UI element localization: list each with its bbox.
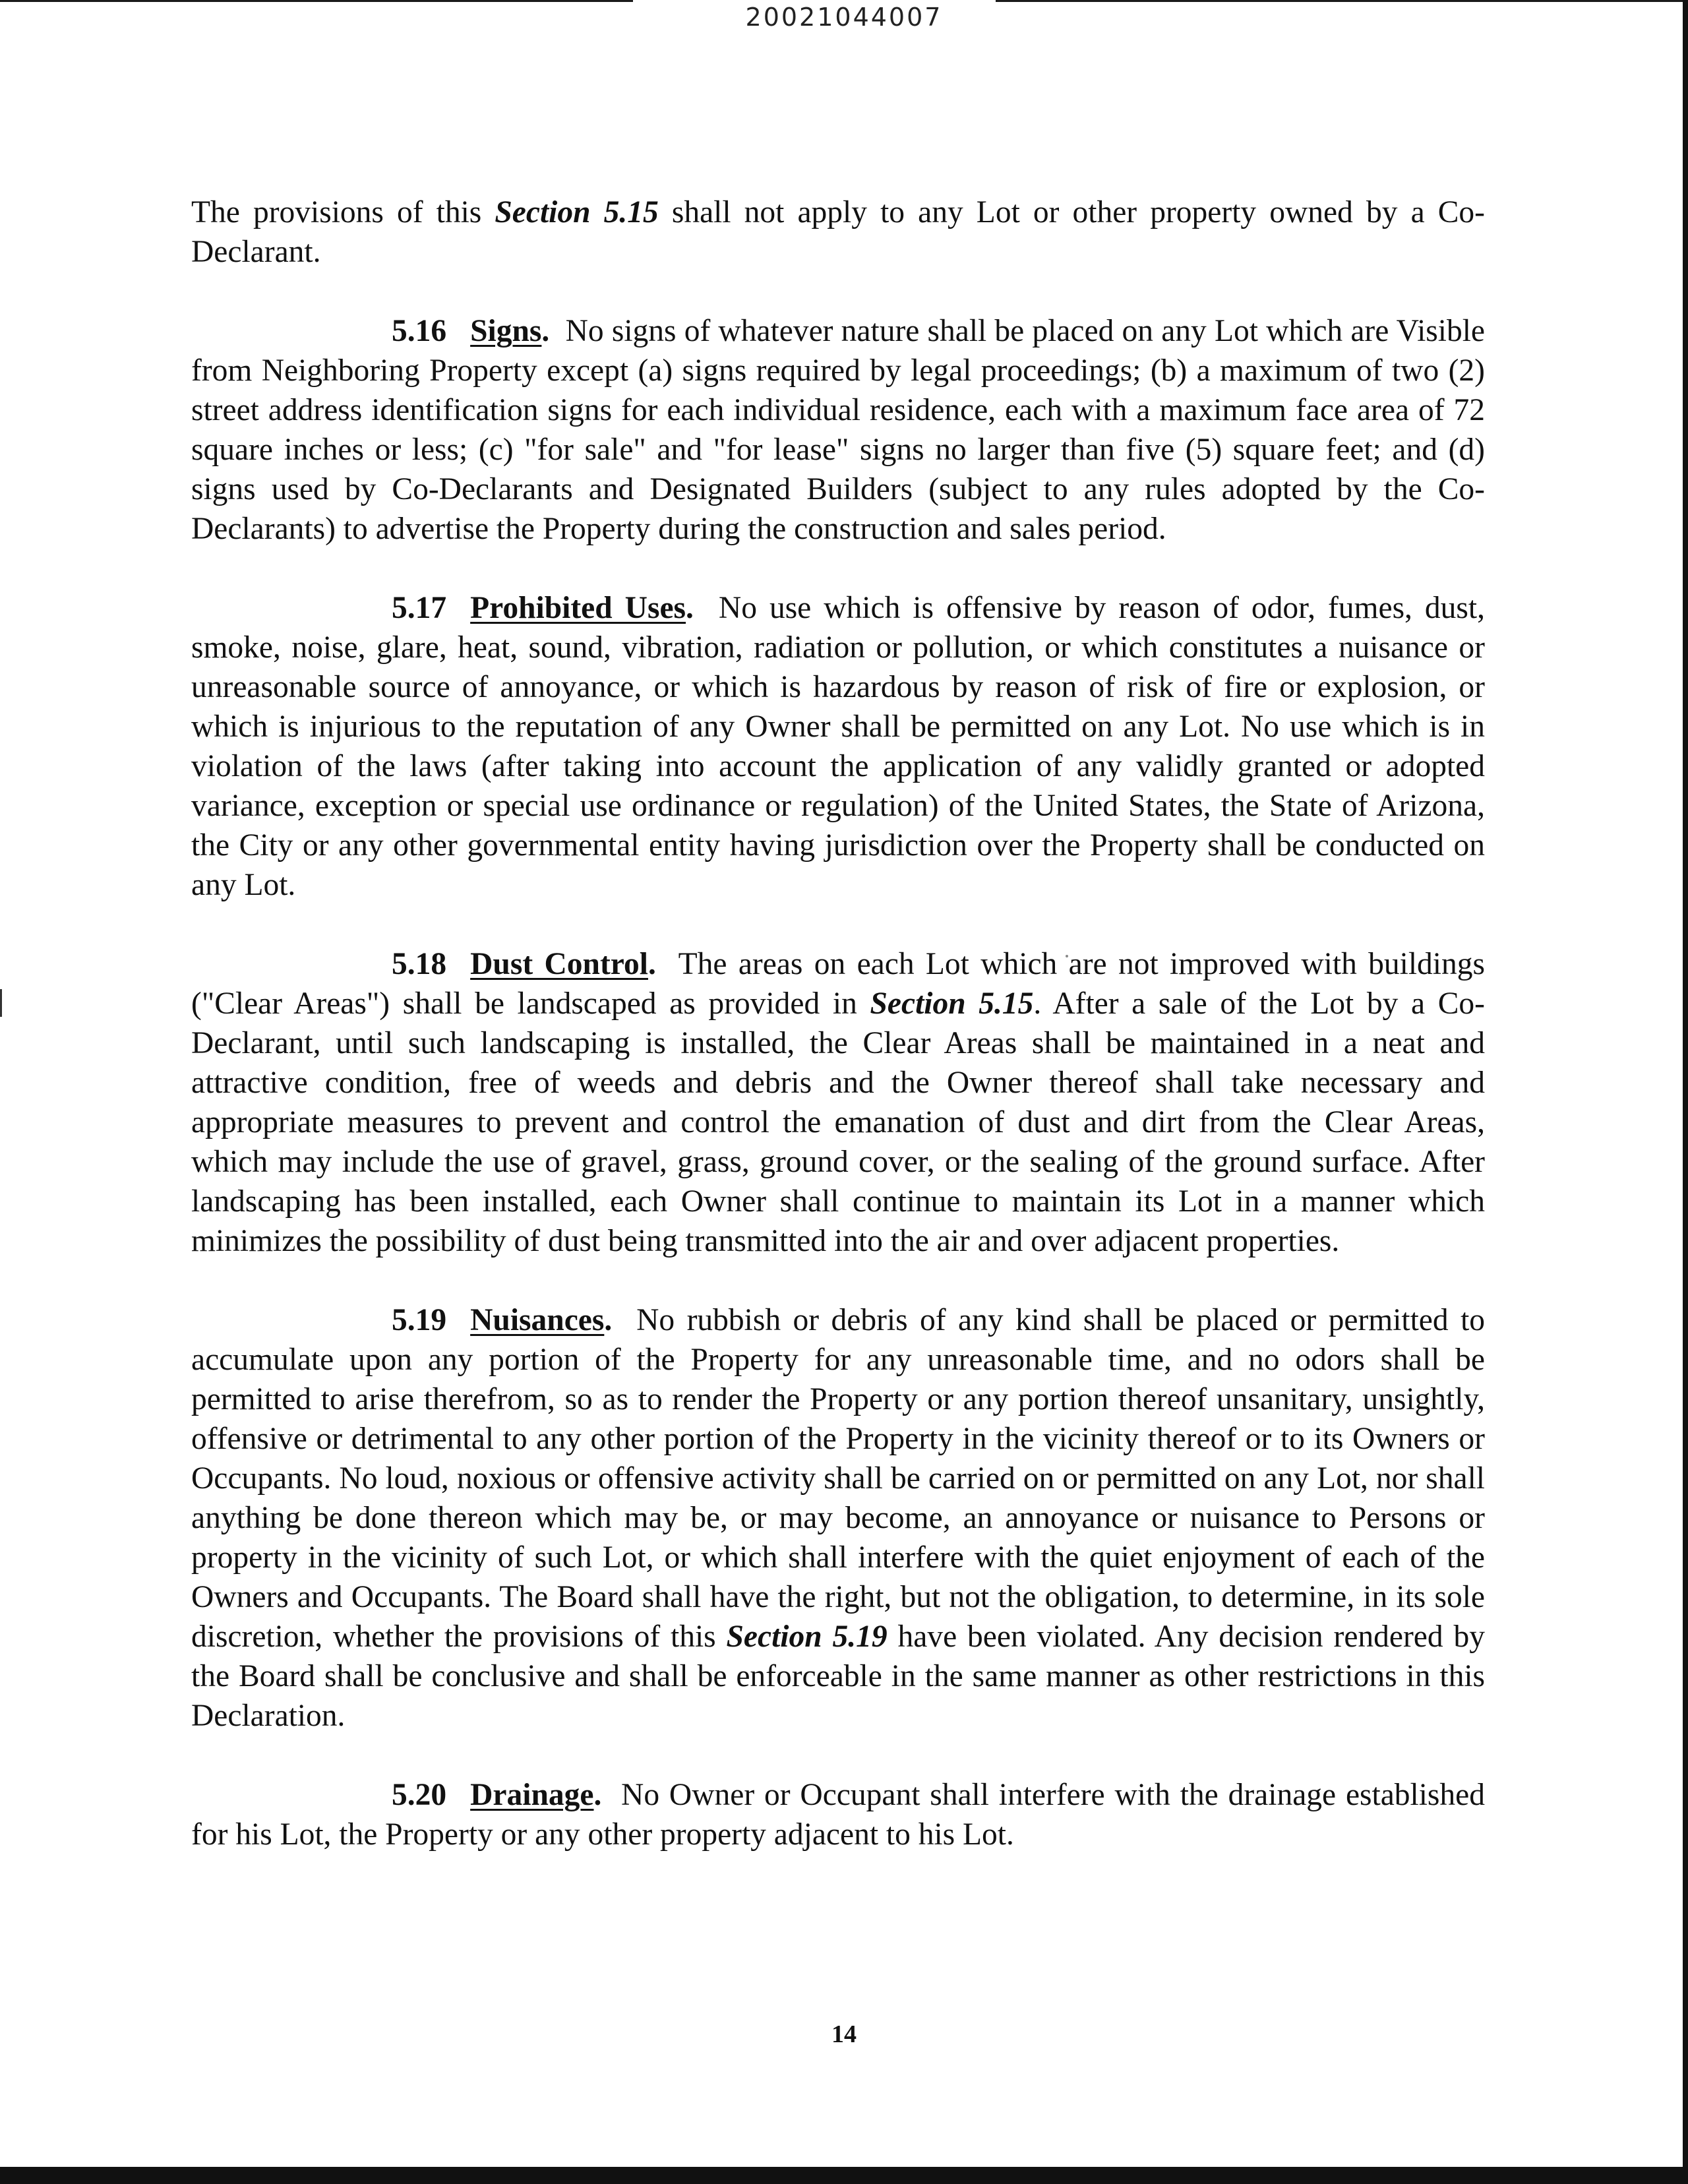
section-text: have been violated. Any decision rendered by the Board shall be conclusive and shall be enforceable in the same manner as other restrictions in this Declaration. (191, 1620, 1485, 1733)
section-text: No Owner or Occupant shall interfere with the drainage established for his Lot, the Property or any other property adjacent to his Lot. (191, 1778, 1486, 1852)
section-reference: Section 5.19 (726, 1620, 888, 1654)
section-title: Prohibited Uses (470, 591, 686, 625)
intro-text-after: shall not apply to any Lot or other property owned by a Co-Declarant. (191, 195, 1485, 269)
intro-text-before: The provisions of this (191, 195, 495, 229)
page-border-top-left (0, 0, 633, 2)
scan-edge-mark (0, 989, 2, 1017)
intro-paragraph (191, 193, 1485, 272)
section-title: Drainage (470, 1778, 594, 1812)
section-number: 5.20 (392, 1778, 447, 1812)
page-border-bottom (0, 2167, 1688, 2184)
section-number: 5.18 (392, 947, 447, 981)
section-title: Dust Control (470, 947, 648, 981)
document-body (191, 193, 1485, 1894)
section-5-20: 5.20 Drainage. No Owner or Occupant shall interfere with the drainage established for his Lot, the Property or any other property adjacent to his Lot. (191, 1778, 1486, 1852)
section-5-17: 5.17 Prohibited Uses. No use which is offensive by reason of odor, fumes, dust, smoke, noise, glare, heat, sound, vibration, radiation or pollution, or which constitutes a nuisance or unreasonable source of annoyance, or which is hazardous by reason of risk of fire or explosion, or which is injurious to the reputation of any Owner shall be permitted on any Lot. No use which is in violation of the laws (after taking into account the application of any validly granted or adopted variance, exception or special use ordinance or regulation) of the United States, the State of Arizona, the City or any other governmental entity having jurisdiction over the Property shall be conducted on any Lot. (191, 591, 1485, 902)
section-5-19: 5.19 Nuisances. No rubbish or debris of any kind shall be placed or permitted to accumulate upon any portion of the Property for any unreasonable time, and no odors shall be permitted to arise therefrom, so as to render the Property or any portion thereof unsanitary, unsightly, offensive or detrimental to any other portion of the Property in the vicinity thereof or to its Owners or Occupants. No loud, noxious or offensive activity shall be carried on or permitted on any Lot, nor shall anything be done thereon which may be, or may become, an annoyance or nuisance to Persons or property in the vicinity of such Lot, or which shall interfere with the quiet enjoyment of each of the Owners and Occupants. The Board shall have the right, but not the obligation, to determine, in its sole discretion, whether the provisions of this Section 5.19 have been violated. Any decision rendered by the Board shall be conclusive and shall be enforceable in the same manner as other restrictions in this Declaration. (191, 1303, 1486, 1733)
section-5-18: 5.18 Dust Control. The areas on each Lot which are not improved with buildings ("Clear Areas") shall be landscaped as provided in Section 5.15. After a sale of the Lot by a Co-Declarant, until such landscaping is installed, the Clear Areas shall be maintained in a neat and attractive condition, free of weeds and debris and the Owner thereof shall take necessary and appropriate measures to prevent and control the emanation of dust and dirt from the Clear Areas, which may include the use of gravel, grass, ground cover, or the sealing of the ground surface. After landscaping has been installed, each Owner shall continue to maintain its Lot in a manner which minimizes the possibility of dust being transmitted into the air and over adjacent properties. (191, 947, 1485, 1258)
section-number: 5.19 (392, 1303, 447, 1337)
section-text: No use which is offensive by reason of odor, fumes, dust, smoke, noise, glare, heat, sound, vibration, radiation or pollution, or which constitutes a nuisance or unreasonable source of annoyance, or which is hazardous by reason of risk of fire or explosion, or which is injurious to the reputation of any Owner shall be permitted on any Lot. No use which is in violation of the laws (after taking into account the application of any validly granted or adopted variance, exception or special use ordinance or regulation) of the United States, the State of Arizona, the City or any other governmental entity having jurisdiction over the Property shall be conducted on any Lot. (191, 591, 1485, 902)
page-border-right (1683, 0, 1688, 2184)
section-text: . After a sale of the Lot by a Co-Declarant, until such landscaping is installed, the Clear Areas shall be maintained in a neat and attractive condition, free of weeds and debris and the Owner thereof shall take necessary and appropriate measures to prevent and control the emanation of dust and dirt from the Clear Areas, which may include the use of gravel, grass, ground cover, or the sealing of the ground surface. After landscaping has been installed, each Owner shall continue to maintain its Lot in a manner which minimizes the possibility of dust being transmitted into the air and over adjacent properties. (191, 986, 1485, 1258)
page-number: 14 (831, 2020, 857, 2048)
section-reference: Section 5.15 (495, 195, 659, 229)
section-text: No signs of whatever nature shall be placed on any Lot which are Visible from Neighboring Property except (a) signs required by legal proceedings; (b) a maximum of two (2) street address identification signs for each individual residence, each with a maximum face area of 72 square inches or less; (c) "for sale" and "for lease" signs no larger than five (5) square feet; and (d) signs used by Co-Declarants and Designated Builders (subject to any rules adopted by the Co-Declarants) to advertise the Property during the construction and sales period. (191, 314, 1485, 546)
recording-number: 20021044007 (745, 3, 943, 32)
section-number: 5.17 (392, 591, 447, 625)
section-number: 5.16 (392, 314, 447, 348)
section-title: Nuisances (470, 1303, 605, 1337)
section-5-16: 5.16 Signs. No signs of whatever nature shall be placed on any Lot which are Visible from Neighboring Property except (a) signs required by legal proceedings; (b) a maximum of two (2) street address identification signs for each individual residence, each with a maximum face area of 72 square inches or less; (c) "for sale" and "for lease" signs no larger than five (5) square feet; and (d) signs used by Co-Declarants and Designated Builders (subject to any rules adopted by the Co-Declarants) to advertise the Property during the construction and sales period. (191, 314, 1485, 546)
section-reference: Section 5.15 (870, 986, 1034, 1021)
section-title: Signs (470, 314, 542, 348)
section-text: The areas on each Lot which are not improved with buildings ("Clear Areas") shall be landscaped as provided in (191, 947, 1485, 1021)
section-text: No rubbish or debris of any kind shall be placed or permitted to accumulate upon any portion of the Property for any unreasonable time, and no odors shall be permitted to arise therefrom, so as to render the Property or any portion thereof unsanitary, unsightly, offensive or detrimental to any other portion of the Property in the vicinity thereof or to its Owners or Occupants. No loud, noxious or offensive activity shall be carried on or permitted on any Lot, nor shall anything be done thereon which may be, or may become, an annoyance or nuisance to Persons or property in the vicinity of such Lot, or which shall interfere with the quiet enjoyment of each of the Owners and Occupants. The Board shall have the right, but not the obligation, to determine, in its sole discretion, whether the provisions of this (191, 1303, 1486, 1654)
page-border-top-right (996, 0, 1688, 2)
